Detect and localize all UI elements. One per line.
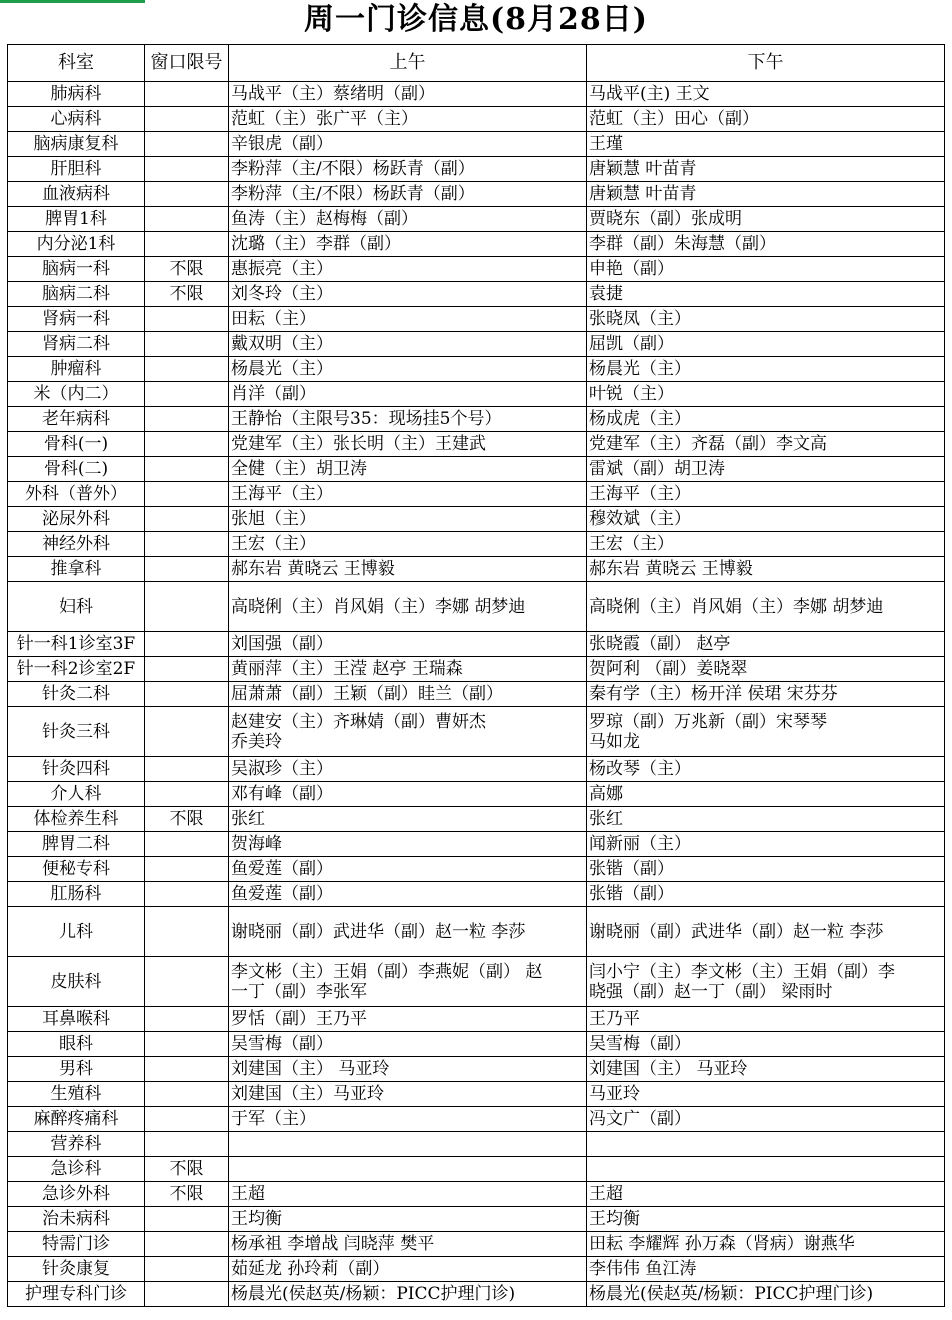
morning-doctors-cell: 田耘（主）	[229, 307, 587, 332]
morning-doctors-cell: 马战平（主）蔡绪明（副）	[229, 82, 587, 107]
afternoon-doctors-cell: 范虹（主）田心（副）	[587, 107, 945, 132]
afternoon-doctors-cell: 马战平(主) 王文	[587, 82, 945, 107]
window-limit-cell: 不限	[145, 282, 229, 307]
morning-doctors-cell: 鱼涛（主）赵梅梅（副）	[229, 207, 587, 232]
morning-doctors-cell: 茹延龙 孙玲莉（副）	[229, 1257, 587, 1282]
window-limit-cell	[145, 1232, 229, 1257]
morning-doctors-cell: 张旭（主）	[229, 507, 587, 532]
table-row	[8, 832, 945, 857]
dept-cell: 泌尿外科	[8, 507, 145, 532]
morning-doctors-cell: 李文彬（主）王娟（副）李燕妮（副） 赵 一丁（副）李张军	[229, 957, 587, 1007]
afternoon-doctors-cell: 谢晓丽（副）武进华（副）赵一粒 李莎	[587, 907, 945, 957]
morning-doctors-cell: 罗恬（副）王乃平	[229, 1007, 587, 1032]
dept-cell: 护理专科门诊	[8, 1282, 145, 1307]
header-am: 上午	[229, 45, 587, 82]
table-row	[8, 632, 945, 657]
dept-cell: 肛肠科	[8, 882, 145, 907]
table-row	[8, 257, 945, 282]
window-limit-cell	[145, 657, 229, 682]
morning-doctors-cell: 党建军（主）张长明（主）王建武	[229, 432, 587, 457]
table-row	[8, 207, 945, 232]
table-row	[8, 1282, 945, 1307]
afternoon-doctors-cell: 王超	[587, 1182, 945, 1207]
table-row	[8, 682, 945, 707]
table-row	[8, 1057, 945, 1082]
window-limit-cell	[145, 1282, 229, 1307]
window-limit-cell	[145, 332, 229, 357]
afternoon-doctors-cell: 郝东岩 黄晓云 王博毅	[587, 557, 945, 582]
afternoon-doctors-cell: 唐颖慧 叶苗青	[587, 157, 945, 182]
window-limit-cell	[145, 857, 229, 882]
afternoon-doctors-cell: 王宏（主）	[587, 532, 945, 557]
dept-cell: 急诊外科	[8, 1182, 145, 1207]
table-row	[8, 1032, 945, 1057]
window-limit-cell	[145, 1007, 229, 1032]
table-row	[8, 482, 945, 507]
table-row	[8, 132, 945, 157]
window-limit-cell	[145, 1207, 229, 1232]
afternoon-doctors-cell: 秦有学（主）杨开洋 侯珺 宋芬芬	[587, 682, 945, 707]
morning-doctors-cell: 黄丽萍（主）王滢 赵亭 王瑞森	[229, 657, 587, 682]
afternoon-doctors-cell: 贺阿利 （副）姜晓翠	[587, 657, 945, 682]
morning-doctors-cell: 刘建国（主）马亚玲	[229, 1082, 587, 1107]
table-row	[8, 82, 945, 107]
window-limit-cell	[145, 232, 229, 257]
morning-doctors-cell: 屈萧萧（副）王颖（副）眭兰（副）	[229, 682, 587, 707]
table-row	[8, 1207, 945, 1232]
window-limit-cell	[145, 82, 229, 107]
table-row	[8, 432, 945, 457]
table-row	[8, 957, 945, 1007]
morning-doctors-cell: 邓有峰（副）	[229, 782, 587, 807]
morning-doctors-cell: 刘冬玲（主）	[229, 282, 587, 307]
table-row	[8, 307, 945, 332]
afternoon-doctors-cell: 高晓俐（主）肖风娟（主）李娜 胡梦迪	[587, 582, 945, 632]
window-limit-cell	[145, 557, 229, 582]
afternoon-doctors-cell: 贾晓东（副）张成明	[587, 207, 945, 232]
window-limit-cell	[145, 832, 229, 857]
afternoon-doctors-cell: 罗琼（副）万兆新（副）宋琴琴 马如龙	[587, 707, 945, 757]
window-limit-cell	[145, 1257, 229, 1282]
morning-doctors-cell	[229, 1132, 587, 1157]
dept-cell: 脑病一科	[8, 257, 145, 282]
dept-cell: 体检养生科	[8, 807, 145, 832]
morning-doctors-cell: 于军（主）	[229, 1107, 587, 1132]
morning-doctors-cell: 杨承祖 李增战 闫晓萍 樊平	[229, 1232, 587, 1257]
morning-doctors-cell: 戴双明（主）	[229, 332, 587, 357]
window-limit-cell	[145, 157, 229, 182]
dept-cell: 心病科	[8, 107, 145, 132]
dept-cell: 肝胆科	[8, 157, 145, 182]
schedule-table	[7, 44, 945, 1307]
dept-cell: 男科	[8, 1057, 145, 1082]
window-limit-cell	[145, 757, 229, 782]
table-row	[8, 1157, 945, 1182]
page-title: 周一门诊信息(8月28日)	[303, 2, 648, 37]
dept-cell: 内分泌1科	[8, 232, 145, 257]
table-row	[8, 707, 945, 757]
morning-doctors-cell: 吴淑珍（主）	[229, 757, 587, 782]
morning-doctors-cell: 沈璐（主）李群（副）	[229, 232, 587, 257]
dept-cell: 治未病科	[8, 1207, 145, 1232]
dept-cell: 针一科1诊室3F	[8, 632, 145, 657]
afternoon-doctors-cell: 穆效斌（主）	[587, 507, 945, 532]
afternoon-doctors-cell: 张锴（副）	[587, 882, 945, 907]
table-row	[8, 332, 945, 357]
window-limit-cell	[145, 1057, 229, 1082]
afternoon-doctors-cell	[587, 1157, 945, 1182]
window-limit-cell	[145, 782, 229, 807]
dept-cell: 针灸三科	[8, 707, 145, 757]
window-limit-cell: 不限	[145, 807, 229, 832]
window-limit-cell: 不限	[145, 257, 229, 282]
morning-doctors-cell: 范虹（主）张广平（主）	[229, 107, 587, 132]
window-limit-cell	[145, 207, 229, 232]
afternoon-doctors-cell: 王乃平	[587, 1007, 945, 1032]
dept-cell: 脾胃二科	[8, 832, 145, 857]
dept-cell: 肿瘤科	[8, 357, 145, 382]
afternoon-doctors-cell: 杨晨光(侯赵英/杨颖：PICC护理门诊)	[587, 1282, 945, 1307]
morning-doctors-cell: 全健（主）胡卫涛	[229, 457, 587, 482]
window-limit-cell	[145, 882, 229, 907]
afternoon-doctors-cell: 王海平（主）	[587, 482, 945, 507]
dept-cell: 脑病康复科	[8, 132, 145, 157]
morning-doctors-cell: 高晓俐（主）肖风娟（主）李娜 胡梦迪	[229, 582, 587, 632]
morning-doctors-cell: 辛银虎（副）	[229, 132, 587, 157]
window-limit-cell	[145, 132, 229, 157]
morning-doctors-cell: 鱼爱莲（副）	[229, 857, 587, 882]
table-row	[8, 182, 945, 207]
morning-doctors-cell: 李粉萍（主/不限）杨跃青（副）	[229, 182, 587, 207]
table-row	[8, 807, 945, 832]
afternoon-doctors-cell: 党建军（主）齐磊（副）李文高	[587, 432, 945, 457]
table-row	[8, 232, 945, 257]
dept-cell: 妇科	[8, 582, 145, 632]
dept-cell: 肾病二科	[8, 332, 145, 357]
dept-cell: 皮肤科	[8, 957, 145, 1007]
afternoon-doctors-cell: 马亚玲	[587, 1082, 945, 1107]
morning-doctors-cell: 鱼爱莲（副）	[229, 882, 587, 907]
window-limit-cell	[145, 707, 229, 757]
dept-cell: 眼科	[8, 1032, 145, 1057]
morning-doctors-cell: 吴雪梅（副）	[229, 1032, 587, 1057]
dept-cell: 肺病科	[8, 82, 145, 107]
morning-doctors-cell	[229, 1157, 587, 1182]
afternoon-doctors-cell: 雷斌（副）胡卫涛	[587, 457, 945, 482]
table-row	[8, 857, 945, 882]
window-limit-cell	[145, 1107, 229, 1132]
morning-doctors-cell: 郝东岩 黄晓云 王博毅	[229, 557, 587, 582]
morning-doctors-cell: 杨晨光（主）	[229, 357, 587, 382]
afternoon-doctors-cell: 杨晨光（主）	[587, 357, 945, 382]
window-limit-cell	[145, 1032, 229, 1057]
dept-cell: 骨科(二)	[8, 457, 145, 482]
table-row	[8, 407, 945, 432]
table-row	[8, 382, 945, 407]
morning-doctors-cell: 刘国强（副）	[229, 632, 587, 657]
morning-doctors-cell: 王均衡	[229, 1207, 587, 1232]
header-dept: 科室	[8, 45, 145, 82]
morning-doctors-cell: 李粉萍（主/不限）杨跃青（副）	[229, 157, 587, 182]
afternoon-doctors-cell: 叶锐（主）	[587, 382, 945, 407]
morning-doctors-cell: 惠振亮（主）	[229, 257, 587, 282]
window-limit-cell	[145, 432, 229, 457]
dept-cell: 骨科(一)	[8, 432, 145, 457]
table-row	[8, 582, 945, 632]
morning-doctors-cell: 肖洋（副）	[229, 382, 587, 407]
table-header-row	[8, 45, 945, 82]
dept-cell: 外科（普外）	[8, 482, 145, 507]
afternoon-doctors-cell: 杨成虎（主）	[587, 407, 945, 432]
afternoon-doctors-cell: 张晓霞（副） 赵亭	[587, 632, 945, 657]
table-row	[8, 757, 945, 782]
dept-cell: 营养科	[8, 1132, 145, 1157]
morning-doctors-cell: 贺海峰	[229, 832, 587, 857]
table-row	[8, 1107, 945, 1132]
window-limit-cell	[145, 682, 229, 707]
table-row	[8, 1232, 945, 1257]
table-row	[8, 532, 945, 557]
morning-doctors-cell: 刘建国（主） 马亚玲	[229, 1057, 587, 1082]
afternoon-doctors-cell: 王均衡	[587, 1207, 945, 1232]
morning-doctors-cell: 王静怡（主限号35：现场挂5个号）	[229, 407, 587, 432]
afternoon-doctors-cell: 吴雪梅（副）	[587, 1032, 945, 1057]
dept-cell: 脑病二科	[8, 282, 145, 307]
window-limit-cell	[145, 482, 229, 507]
table-row	[8, 1182, 945, 1207]
afternoon-doctors-cell: 高娜	[587, 782, 945, 807]
afternoon-doctors-cell: 张晓凤（主）	[587, 307, 945, 332]
window-limit-cell	[145, 957, 229, 1007]
dept-cell: 针灸康复	[8, 1257, 145, 1282]
afternoon-doctors-cell: 李伟伟 鱼江涛	[587, 1257, 945, 1282]
window-limit-cell: 不限	[145, 1182, 229, 1207]
afternoon-doctors-cell: 杨改琴（主）	[587, 757, 945, 782]
window-limit-cell	[145, 357, 229, 382]
window-limit-cell: 不限	[145, 1157, 229, 1182]
dept-cell: 儿科	[8, 907, 145, 957]
afternoon-doctors-cell: 张锴（副）	[587, 857, 945, 882]
window-limit-cell	[145, 307, 229, 332]
afternoon-doctors-cell: 王瑾	[587, 132, 945, 157]
table-row	[8, 782, 945, 807]
morning-doctors-cell: 王超	[229, 1182, 587, 1207]
morning-doctors-cell: 谢晓丽（副）武进华（副）赵一粒 李莎	[229, 907, 587, 957]
window-limit-cell	[145, 532, 229, 557]
table-row	[8, 1132, 945, 1157]
morning-doctors-cell: 王海平（主）	[229, 482, 587, 507]
dept-cell: 麻醉疼痛科	[8, 1107, 145, 1132]
table-row	[8, 657, 945, 682]
morning-doctors-cell: 赵建安（主）齐琳婧（副）曹妍杰 乔美玲	[229, 707, 587, 757]
dept-cell: 针灸二科	[8, 682, 145, 707]
dept-cell: 特需门诊	[8, 1232, 145, 1257]
window-limit-cell	[145, 457, 229, 482]
afternoon-doctors-cell: 申艳（副）	[587, 257, 945, 282]
dept-cell: 米（内二）	[8, 382, 145, 407]
window-limit-cell	[145, 582, 229, 632]
dept-cell: 急诊科	[8, 1157, 145, 1182]
afternoon-doctors-cell: 张红	[587, 807, 945, 832]
table-row	[8, 157, 945, 182]
table-row	[8, 882, 945, 907]
table-row	[8, 507, 945, 532]
afternoon-doctors-cell: 田耘 李耀辉 孙万森（肾病）谢燕华	[587, 1232, 945, 1257]
table-row	[8, 1257, 945, 1282]
table-row	[8, 107, 945, 132]
afternoon-doctors-cell	[587, 1132, 945, 1157]
window-limit-cell	[145, 632, 229, 657]
afternoon-doctors-cell: 袁捷	[587, 282, 945, 307]
table-row	[8, 907, 945, 957]
table-row	[8, 1082, 945, 1107]
dept-cell: 介人科	[8, 782, 145, 807]
morning-doctors-cell: 杨晨光(侯赵英/杨颖：PICC护理门诊)	[229, 1282, 587, 1307]
dept-cell: 脾胃1科	[8, 207, 145, 232]
afternoon-doctors-cell: 闻新丽（主）	[587, 832, 945, 857]
afternoon-doctors-cell: 唐颖慧 叶苗青	[587, 182, 945, 207]
table-row	[8, 557, 945, 582]
window-limit-cell	[145, 907, 229, 957]
dept-cell: 生殖科	[8, 1082, 145, 1107]
header-window: 窗口限号	[145, 45, 229, 82]
window-limit-cell	[145, 107, 229, 132]
window-limit-cell	[145, 1082, 229, 1107]
afternoon-doctors-cell: 屈凯（副）	[587, 332, 945, 357]
dept-cell: 针一科2诊室2F	[8, 657, 145, 682]
dept-cell: 血液病科	[8, 182, 145, 207]
afternoon-doctors-cell: 冯文广（副）	[587, 1107, 945, 1132]
header-pm: 下午	[587, 45, 945, 82]
dept-cell: 肾病一科	[8, 307, 145, 332]
dept-cell: 便秘专科	[8, 857, 145, 882]
afternoon-doctors-cell: 闫小宁（主）李文彬（主）王娟（副）李 晓强（副）赵一丁（副） 梁雨时	[587, 957, 945, 1007]
table-body	[8, 82, 945, 1307]
table-row	[8, 282, 945, 307]
window-limit-cell	[145, 507, 229, 532]
table-row	[8, 457, 945, 482]
dept-cell: 针灸四科	[8, 757, 145, 782]
window-limit-cell	[145, 182, 229, 207]
dept-cell: 神经外科	[8, 532, 145, 557]
morning-doctors-cell: 王宏（主）	[229, 532, 587, 557]
afternoon-doctors-cell: 李群（副）朱海慧（副）	[587, 232, 945, 257]
window-limit-cell	[145, 382, 229, 407]
window-limit-cell	[145, 407, 229, 432]
morning-doctors-cell: 张红	[229, 807, 587, 832]
dept-cell: 耳鼻喉科	[8, 1007, 145, 1032]
dept-cell: 推拿科	[8, 557, 145, 582]
table-row	[8, 357, 945, 382]
window-limit-cell	[145, 1132, 229, 1157]
afternoon-doctors-cell: 刘建国（主） 马亚玲	[587, 1057, 945, 1082]
table-row	[8, 1007, 945, 1032]
dept-cell: 老年病科	[8, 407, 145, 432]
